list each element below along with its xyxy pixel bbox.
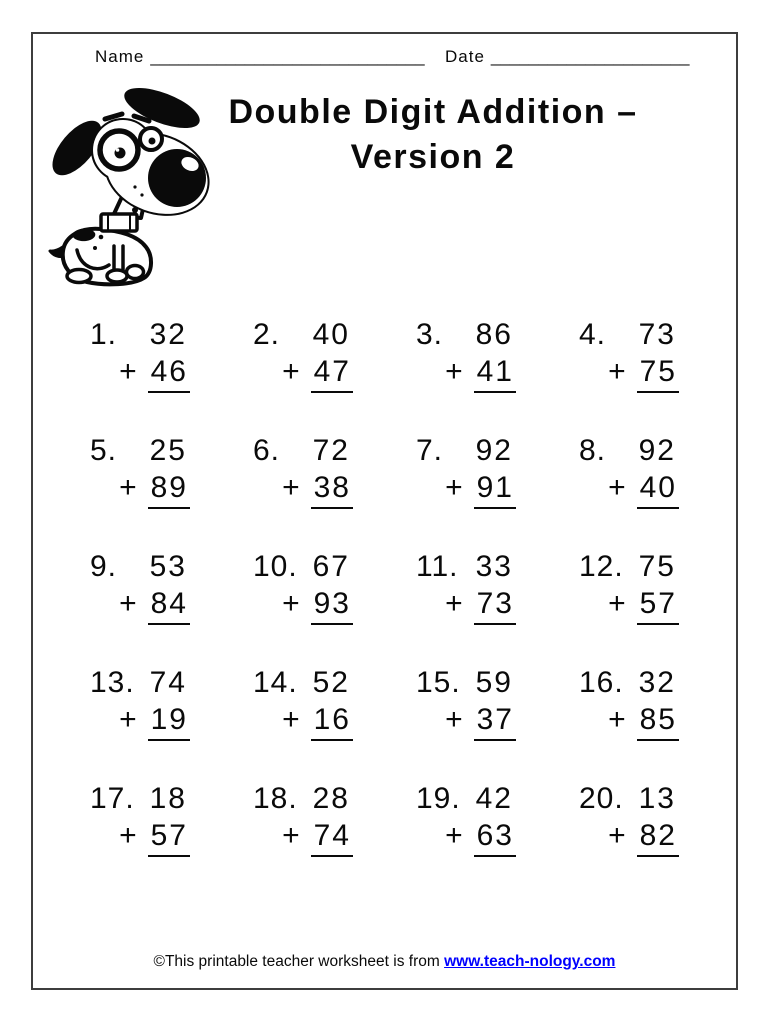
- bottom-addend: 85: [637, 701, 679, 741]
- problem-item: [416, 316, 516, 393]
- problem-item: [416, 548, 516, 625]
- problem-number: 11.: [416, 550, 459, 583]
- problem-number: 19.: [416, 782, 461, 815]
- footer: [33, 952, 736, 972]
- problem-number: 15.: [416, 666, 461, 699]
- problem-line1: [90, 780, 190, 817]
- top-addend: 40: [312, 318, 350, 351]
- plus-sign: +: [119, 355, 139, 388]
- page-title-line1: Double Digit Addition –: [228, 93, 638, 131]
- problem-number: 12.: [579, 550, 624, 583]
- bottom-addend: 46: [148, 353, 190, 393]
- problem-item: [416, 780, 516, 857]
- top-addend: 75: [638, 550, 676, 583]
- bottom-addend: 89: [148, 469, 190, 509]
- plus-sign: +: [282, 471, 302, 504]
- plus-sign: +: [282, 819, 302, 852]
- plus-sign: +: [608, 703, 628, 736]
- problem-number: 5.: [90, 434, 118, 467]
- problem-item: [90, 316, 190, 393]
- problem-item: [579, 548, 679, 625]
- bottom-addend: 41: [474, 353, 516, 393]
- problem-line2: [416, 701, 516, 741]
- problem-line2: [416, 469, 516, 509]
- plus-sign: +: [282, 703, 302, 736]
- plus-sign: +: [608, 471, 628, 504]
- plus-sign: +: [282, 587, 302, 620]
- problem-item: [90, 432, 190, 509]
- top-addend: 92: [638, 434, 676, 467]
- problem-line1: [416, 780, 516, 817]
- problem-line2: [253, 353, 353, 393]
- top-addend: 32: [638, 666, 676, 699]
- top-addend: 59: [475, 666, 513, 699]
- top-addend: 86: [475, 318, 513, 351]
- problem-number: 4.: [579, 318, 607, 351]
- bottom-addend: 57: [148, 817, 190, 857]
- plus-sign: +: [119, 819, 139, 852]
- plus-sign: +: [119, 703, 139, 736]
- bottom-addend: 38: [311, 469, 353, 509]
- problem-line2: [579, 585, 679, 625]
- problem-number: 10.: [253, 550, 298, 583]
- top-addend: 42: [475, 782, 513, 815]
- problem-line1: [253, 548, 353, 585]
- problem-line1: [416, 664, 516, 701]
- plus-sign: +: [445, 703, 465, 736]
- name-field: [95, 46, 425, 68]
- problem-line1: [416, 432, 516, 469]
- name-label: Name: [95, 47, 145, 66]
- bottom-addend: 63: [474, 817, 516, 857]
- problem-line2: [253, 469, 353, 509]
- problem-number: 13.: [90, 666, 135, 699]
- problem-line2: [90, 469, 190, 509]
- problem-number: 18.: [253, 782, 298, 815]
- problem-line2: [579, 353, 679, 393]
- problem-item: [579, 780, 679, 857]
- problem-line2: [579, 469, 679, 509]
- plus-sign: +: [119, 471, 139, 504]
- plus-sign: +: [445, 355, 465, 388]
- problem-line1: [579, 432, 679, 469]
- problem-number: 20.: [579, 782, 624, 815]
- problem-item: [253, 780, 353, 857]
- problem-item: [253, 316, 353, 393]
- problem-line2: [579, 701, 679, 741]
- bottom-addend: 74: [311, 817, 353, 857]
- problem-line1: [253, 316, 353, 353]
- top-addend: 52: [312, 666, 350, 699]
- worksheet-page: [31, 32, 738, 990]
- bottom-addend: 47: [311, 353, 353, 393]
- problem-line1: [579, 664, 679, 701]
- top-addend: 32: [149, 318, 187, 351]
- problem-line2: [579, 817, 679, 857]
- top-addend: 13: [638, 782, 676, 815]
- problem-line1: [579, 316, 679, 353]
- date-field: [445, 46, 689, 68]
- bottom-addend: 93: [311, 585, 353, 625]
- problem-line1: [90, 316, 190, 353]
- plus-sign: +: [119, 587, 139, 620]
- bottom-addend: 57: [637, 585, 679, 625]
- problem-number: 16.: [579, 666, 624, 699]
- top-addend: 28: [312, 782, 350, 815]
- bottom-addend: 75: [637, 353, 679, 393]
- problem-line1: [253, 664, 353, 701]
- top-addend: 53: [149, 550, 187, 583]
- problem-item: [416, 664, 516, 741]
- problem-number: 6.: [253, 434, 281, 467]
- footer-link[interactable]: www.teach-nology.com: [444, 953, 616, 970]
- problem-number: 1.: [90, 318, 118, 351]
- problem-item: [253, 664, 353, 741]
- problem-number: 2.: [253, 318, 281, 351]
- problem-item: [579, 664, 679, 741]
- date-label: Date: [445, 47, 485, 66]
- problem-line1: [416, 316, 516, 353]
- plus-sign: +: [445, 471, 465, 504]
- problem-number: 3.: [416, 318, 444, 351]
- bottom-addend: 37: [474, 701, 516, 741]
- bottom-addend: 84: [148, 585, 190, 625]
- problem-item: [253, 548, 353, 625]
- problem-line1: [253, 780, 353, 817]
- bottom-addend: 19: [148, 701, 190, 741]
- bottom-addend: 73: [474, 585, 516, 625]
- problem-number: 7.: [416, 434, 444, 467]
- problem-line2: [90, 701, 190, 741]
- problem-line2: [416, 817, 516, 857]
- problem-item: [90, 780, 190, 857]
- top-addend: 33: [475, 550, 513, 583]
- plus-sign: +: [608, 355, 628, 388]
- top-addend: 25: [149, 434, 187, 467]
- plus-sign: +: [608, 587, 628, 620]
- problem-item: [579, 316, 679, 393]
- plus-sign: +: [282, 355, 302, 388]
- problem-number: 17.: [90, 782, 135, 815]
- bottom-addend: 40: [637, 469, 679, 509]
- top-addend: 67: [312, 550, 350, 583]
- footer-text: ©This printable teacher worksheet is from: [153, 953, 445, 970]
- problem-item: [253, 432, 353, 509]
- problem-number: 8.: [579, 434, 607, 467]
- problem-item: [90, 548, 190, 625]
- plus-sign: +: [608, 819, 628, 852]
- problems-grid: [90, 316, 686, 857]
- date-blank-line: _____________________: [490, 47, 690, 66]
- problem-line2: [253, 701, 353, 741]
- problem-line2: [90, 817, 190, 857]
- page-title-line2: Version 2: [350, 138, 516, 176]
- problem-line2: [90, 585, 190, 625]
- problem-line2: [253, 585, 353, 625]
- top-addend: 72: [312, 434, 350, 467]
- problem-number: 9.: [90, 550, 118, 583]
- problem-item: [579, 432, 679, 509]
- top-addend: 74: [149, 666, 187, 699]
- top-addend: 92: [475, 434, 513, 467]
- problem-item: [90, 664, 190, 741]
- problem-line2: [253, 817, 353, 857]
- name-blank-line: _____________________________: [150, 47, 425, 66]
- plus-sign: +: [445, 819, 465, 852]
- problem-line1: [416, 548, 516, 585]
- problem-line1: [90, 664, 190, 701]
- problem-line1: [579, 548, 679, 585]
- problem-line2: [416, 353, 516, 393]
- top-addend: 18: [149, 782, 187, 815]
- top-addend: 73: [638, 318, 676, 351]
- problem-number: 14.: [253, 666, 298, 699]
- plus-sign: +: [445, 587, 465, 620]
- problem-line1: [253, 432, 353, 469]
- problem-line1: [579, 780, 679, 817]
- problem-line2: [416, 585, 516, 625]
- problem-line2: [90, 353, 190, 393]
- problem-item: [416, 432, 516, 509]
- bottom-addend: 16: [311, 701, 353, 741]
- problem-line1: [90, 548, 190, 585]
- problem-line1: [90, 432, 190, 469]
- page-title: [183, 90, 683, 180]
- bottom-addend: 91: [474, 469, 516, 509]
- bottom-addend: 82: [637, 817, 679, 857]
